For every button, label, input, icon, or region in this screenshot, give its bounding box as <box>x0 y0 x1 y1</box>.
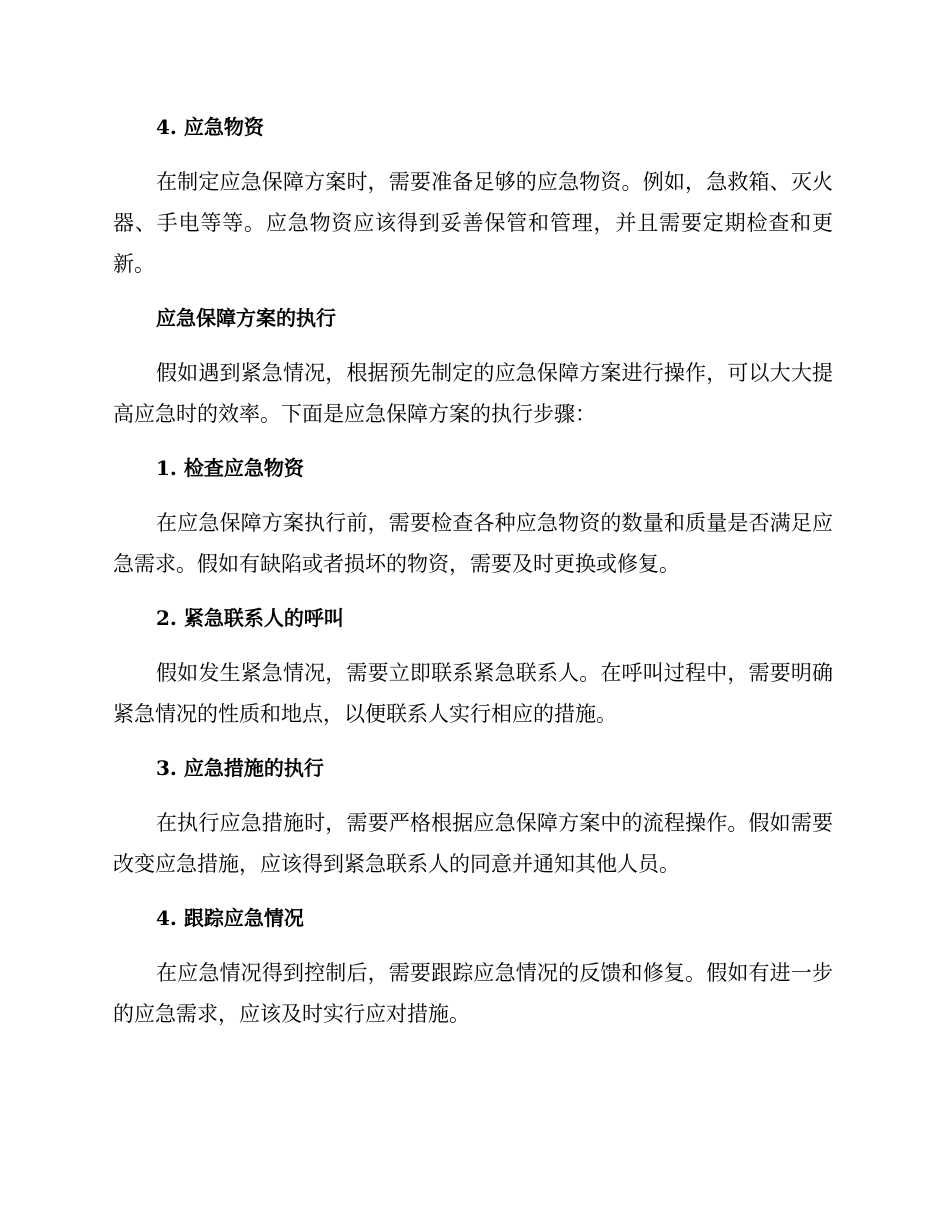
document-page <box>113 108 833 1035</box>
section-heading-check-supplies: 1. 检查应急物资 <box>156 456 304 480</box>
section-paragraph-plan-execution: 假如遇到紧急情况，根据预先制定的应急保障方案进行操作，可以大大提高应急时的效率。下面是应急保障方案的执行步骤： <box>113 361 833 426</box>
section-paragraph-track-situation: 在应急情况得到控制后，需要跟踪应急情况的反馈和修复。假如有进一步的应急需求，应该及时实行应对措施。 <box>113 961 833 1026</box>
section-heading-emergency-contact-call: 2. 紧急联系人的呼叫 <box>156 606 344 630</box>
section-paragraph-measures-execution: 在执行应急措施时，需要严格根据应急保障方案中的流程操作。假如需要改变应急措施，应该得到紧急联系人的同意并通知其他人员。 <box>113 811 833 876</box>
section-paragraph-emergency-contact-call: 假如发生紧急情况，需要立即联系紧急联系人。在呼叫过程中，需要明确紧急情况的性质和地点，以便联系人实行相应的措施。 <box>113 661 833 726</box>
section-paragraph-check-supplies: 在应急保障方案执行前，需要检查各种应急物资的数量和质量是否满足应急需求。假如有缺陷或者损坏的物资，需要及时更换或修复。 <box>113 511 833 576</box>
section-heading-track-situation: 4. 跟踪应急情况 <box>156 906 304 930</box>
section-paragraph-emergency-supplies: 在制定应急保障方案时，需要准备足够的应急物资。例如，急救箱、灭火器、手电等等。应急物资应该得到妥善保管和管理，并且需要定期检查和更新。 <box>113 170 833 276</box>
section-heading-emergency-supplies: 4. 应急物资 <box>156 115 264 139</box>
section-heading-measures-execution: 3. 应急措施的执行 <box>156 756 324 780</box>
section-heading-plan-execution: 应急保障方案的执行 <box>156 306 336 330</box>
